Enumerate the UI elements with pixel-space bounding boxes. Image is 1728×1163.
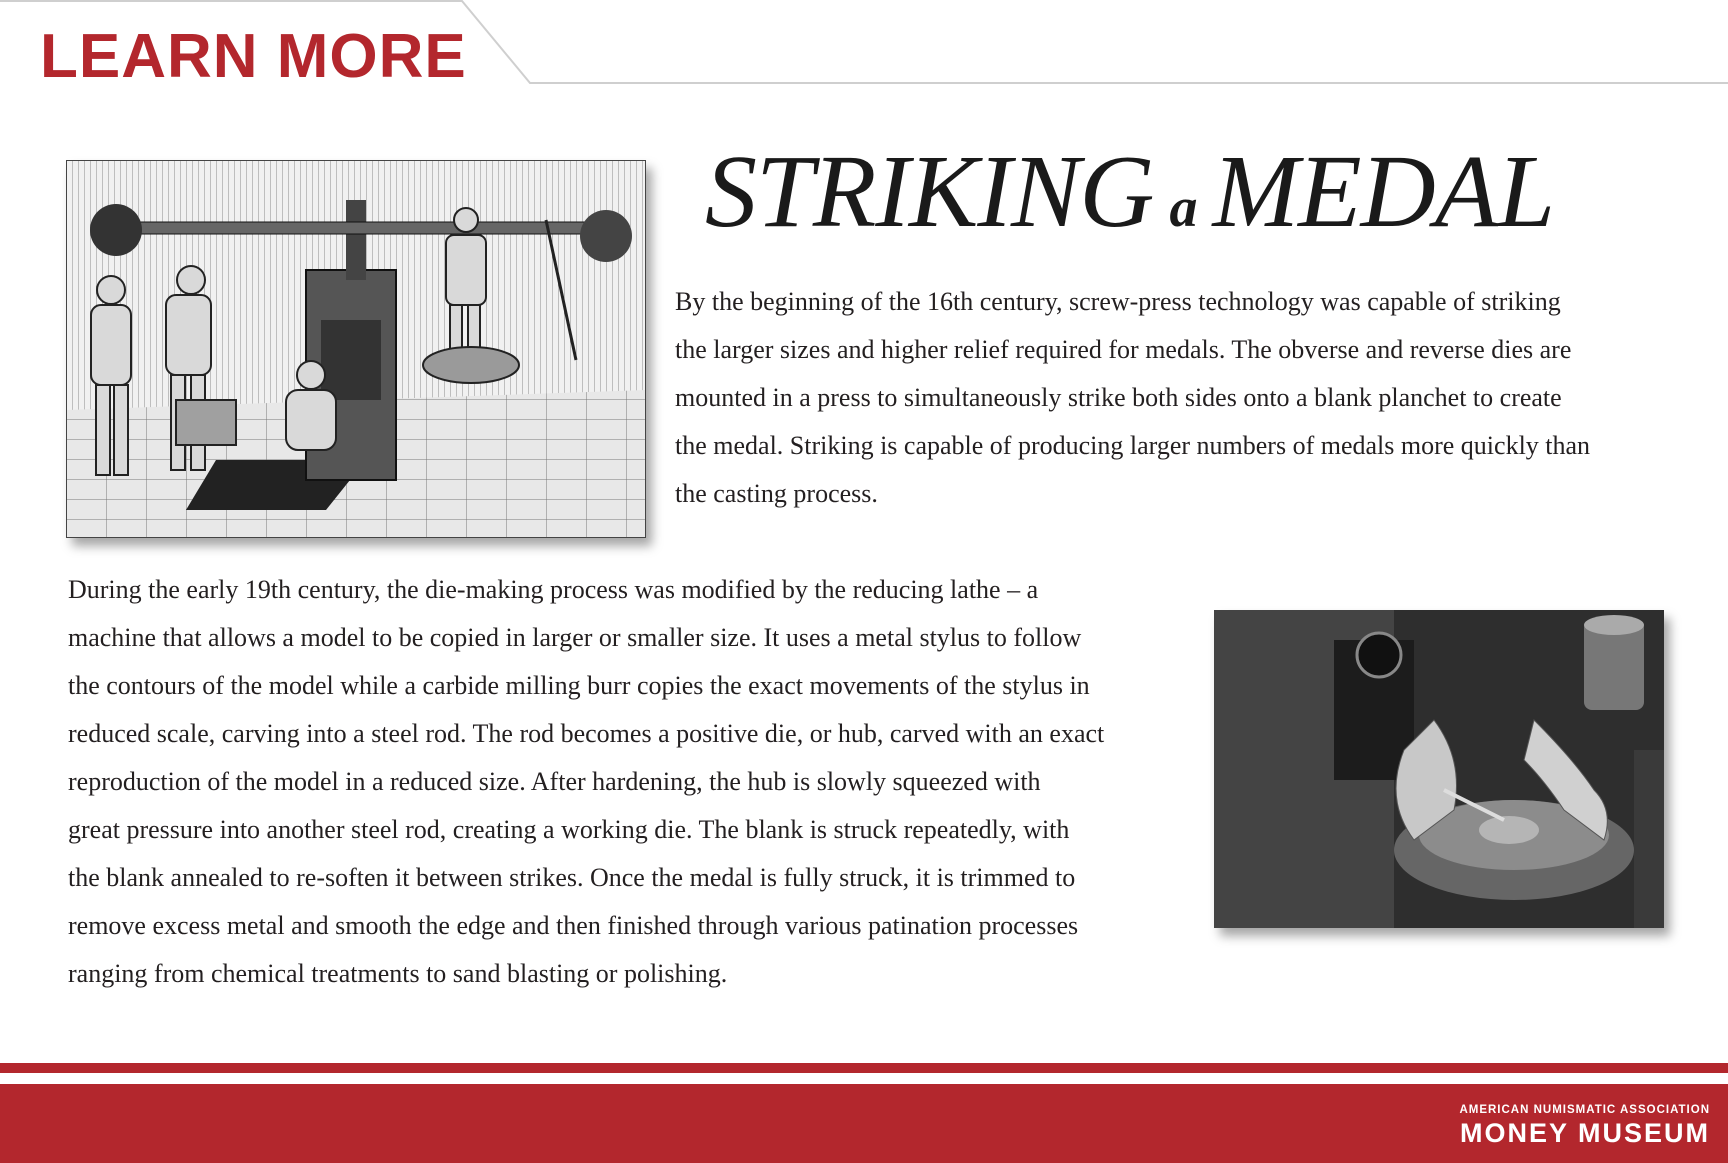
paragraph-line: great pressure into another steel rod, creating a working die. The blank is struck repeatedly, with <box>68 815 1070 844</box>
footer-org-name: AMERICAN NUMISMATIC ASSOCIATION <box>1459 1104 1710 1116</box>
paragraph-line: reproduction of the model in a reduced size. After hardening, the hub is slowly squeezed with <box>68 767 1041 796</box>
paragraph-line: the casting process. <box>675 479 878 508</box>
paragraph-screw-press <box>675 278 1675 518</box>
paragraph-line: mounted in a press to simultaneously strike both sides onto a blank planchet to create <box>675 383 1562 412</box>
title-end: MEDAL <box>1212 134 1555 249</box>
paragraph-line: the larger sizes and higher relief required for medals. The obverse and reverse dies are <box>675 335 1572 364</box>
page-title <box>705 134 1705 249</box>
paragraph-line: remove excess metal and smooth the edge and then finished through various patination processes <box>68 911 1079 940</box>
paragraph-line: machine that allows a model to be copied in larger or smaller size. It uses a metal stylus to follow <box>68 623 1082 652</box>
paragraph-line: By the beginning of the 16th century, screw-press technology was capable of striking <box>675 287 1561 316</box>
learn-more-heading: LEARN MORE <box>40 22 467 91</box>
footer-museum-logo: MONEY MUSEUM <box>1459 1118 1710 1148</box>
title-main: STRIKING <box>705 134 1154 249</box>
paragraph-line: During the early 19th century, the die-making process was modified by the reducing lathe – a <box>68 575 1039 604</box>
footer-divider <box>0 1063 1728 1073</box>
paragraph-line: ranging from chemical treatments to sand blasting or polishing. <box>68 959 728 988</box>
title-connector: a <box>1169 177 1197 239</box>
die-engraver-photo <box>1214 610 1664 928</box>
paragraph-reducing-lathe <box>68 566 1198 998</box>
paragraph-line: the medal. Striking is capable of producing larger numbers of medals more quickly than <box>675 431 1591 460</box>
paragraph-line: the contours of the model while a carbide milling burr copies the exact movements of the stylus in <box>68 671 1090 700</box>
paragraph-line: the blank annealed to re-soften it between strikes. Once the medal is fully struck, it is trimmed to <box>68 863 1076 892</box>
screw-press-engraving <box>66 160 646 538</box>
paragraph-line: reduced scale, carving into a steel rod. The rod becomes a positive die, or hub, carved with an exact <box>68 719 1105 748</box>
